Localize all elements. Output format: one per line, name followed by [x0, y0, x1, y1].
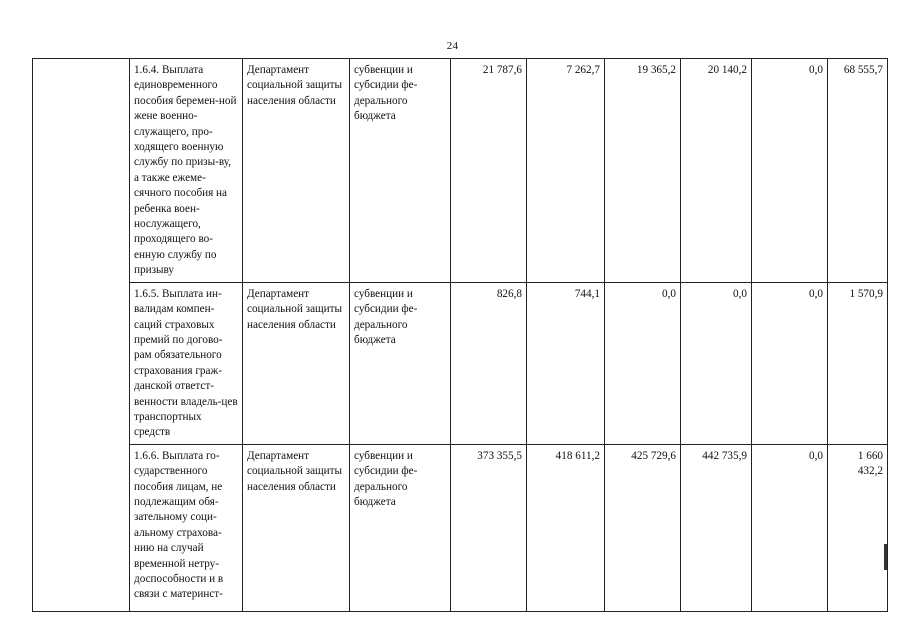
value-cell-3: 19 365,2 [605, 59, 681, 283]
value-cell-3: 425 729,6 [605, 444, 681, 611]
value-cell-5: 0,0 [752, 444, 828, 611]
value-cell-2: 418 611,2 [527, 444, 605, 611]
department-cell: Департамент социальной защиты населения области [243, 444, 350, 611]
scan-artifact-mark [884, 544, 887, 570]
value-cell-5: 0,0 [752, 59, 828, 283]
value-cell-2: 7 262,7 [527, 59, 605, 283]
value-cell-4: 442 735,9 [681, 444, 752, 611]
total-cell: 1 570,9 [828, 282, 888, 444]
department-cell: Департамент социальной защиты населения области [243, 282, 350, 444]
total-cell: 68 555,7 [828, 59, 888, 283]
measure-name-cell: 1.6.4. Выплата единовременного пособия беремен-ной жене военно-служащего, про-ходящего военную службу по призы-ву, а также ежеме-сячного пособия на ребенка воен-нослужащего, проходящего во-енную службу по призыву [130, 59, 243, 283]
department-cell: Департамент социальной защиты населения области [243, 59, 350, 283]
table-row [33, 59, 888, 283]
value-cell-4: 20 140,2 [681, 59, 752, 283]
budget-table [32, 58, 888, 612]
table-row [33, 444, 888, 611]
funding-source-cell: субвенции и субсидии фе-дерального бюджета [350, 282, 451, 444]
total-cell: 1 660 432,2 [828, 444, 888, 611]
funding-source-cell: субвенции и субсидии фе-дерального бюджета [350, 444, 451, 611]
value-cell-5: 0,0 [752, 282, 828, 444]
funding-source-cell: субвенции и субсидии фе-дерального бюджета [350, 59, 451, 283]
value-cell-1: 21 787,6 [451, 59, 527, 283]
value-cell-1: 373 355,5 [451, 444, 527, 611]
value-cell-4: 0,0 [681, 282, 752, 444]
measure-name-cell: 1.6.6. Выплата го-сударственного пособия лицам, не подлежащим обя-зательному соци-альному страхова-нию на случай временной нетру-доспособности и в связи с материнст- [130, 444, 243, 611]
measure-name-cell: 1.6.5. Выплата ин-валидам компен-саций страховых премий по догово-рам обязательного страхования граж-данской ответст-венности владель-цев транспортных средств [130, 282, 243, 444]
page-number: 24 [446, 40, 459, 52]
value-cell-2: 744,1 [527, 282, 605, 444]
table-row [33, 282, 888, 444]
value-cell-3: 0,0 [605, 282, 681, 444]
value-cell-1: 826,8 [451, 282, 527, 444]
blank-column-cell [33, 59, 130, 612]
